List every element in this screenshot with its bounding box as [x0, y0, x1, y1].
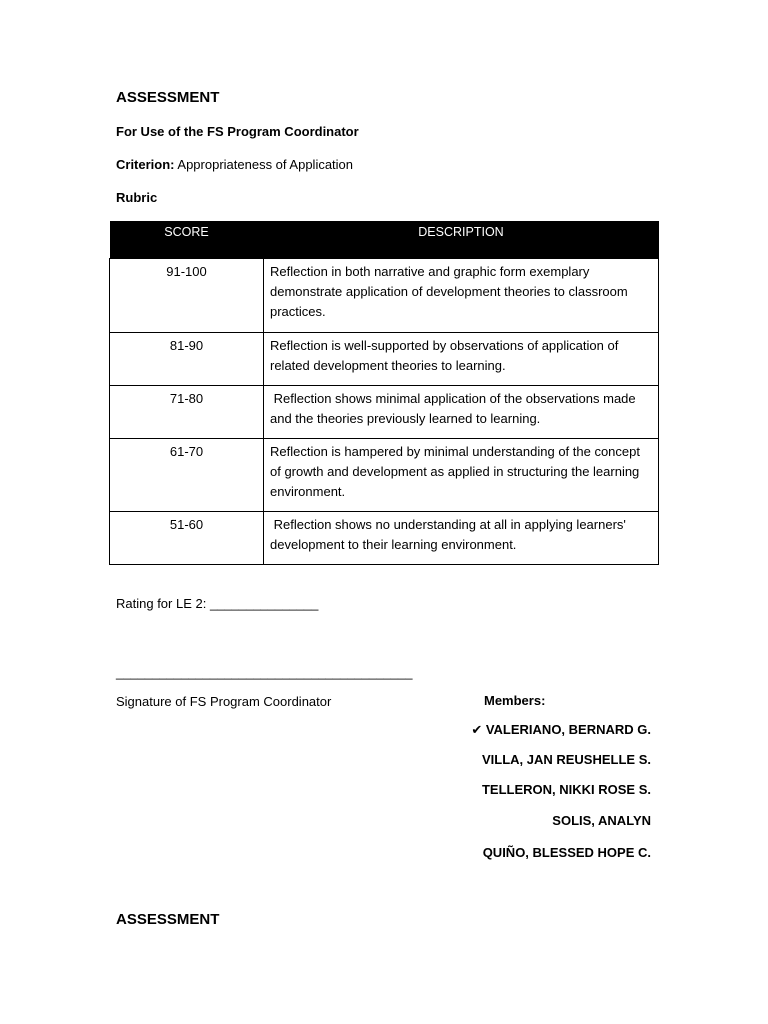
- score-cell: 91-100: [110, 259, 264, 333]
- description-cell: Reflection shows minimal application of the observations made and the theories previously learned to learning.: [264, 386, 659, 439]
- score-cell: 81-90: [110, 333, 264, 386]
- score-cell: 61-70: [110, 439, 264, 512]
- table-row: [110, 259, 659, 333]
- table-header-row: [110, 221, 659, 259]
- description-cell: Reflection shows no understanding at all in applying learners' development to their learning environment.: [264, 512, 659, 565]
- member-name: VILLA, JAN REUSHELLE S.: [481, 752, 651, 767]
- assessment-heading-2: ASSESSMENT: [116, 911, 220, 928]
- criterion: [116, 157, 353, 172]
- description-cell: Reflection is well-supported by observations of application of related development theories to learning.: [264, 333, 659, 386]
- description-cell: Reflection is hampered by minimal understanding of the concept of growth and development as applied in structuring the learning environment.: [264, 439, 659, 512]
- rubric-title: Rubric: [116, 190, 158, 205]
- table-row: [110, 439, 659, 512]
- criterion-value: Appropriateness of Application: [177, 157, 354, 172]
- assessment-heading: ASSESSMENT: [116, 89, 220, 106]
- score-column-header: SCORE: [110, 221, 264, 259]
- member-name: SOLIS, ANALYN: [552, 813, 651, 828]
- criterion-label: Criterion:: [116, 157, 175, 172]
- rubric-table: [109, 221, 659, 565]
- description-column-header: DESCRIPTION: [264, 221, 659, 259]
- rating-field: Rating for LE 2: _______________: [116, 596, 319, 611]
- table-row: [110, 512, 659, 565]
- score-cell: 71-80: [110, 386, 264, 439]
- signature-caption: Signature of FS Program Coordinator: [116, 694, 332, 709]
- members-heading: Members:: [484, 693, 546, 708]
- table-row: [110, 333, 659, 386]
- score-cell: 51-60: [110, 512, 264, 565]
- member-name: QUIÑO, BLESSED HOPE C.: [482, 845, 651, 860]
- table-row: [110, 386, 659, 439]
- signature-line: _________________________________________: [116, 665, 413, 680]
- member-name: TELLERON, NIKKI ROSE S.: [481, 782, 651, 797]
- coordinator-use-label: For Use of the FS Program Coordinator: [116, 124, 359, 139]
- member-name: ✔ VALERIANO, BERNARD G.: [471, 722, 651, 737]
- description-cell: Reflection in both narrative and graphic form exemplary demonstrate application of development theories to classroom practices.: [264, 259, 659, 333]
